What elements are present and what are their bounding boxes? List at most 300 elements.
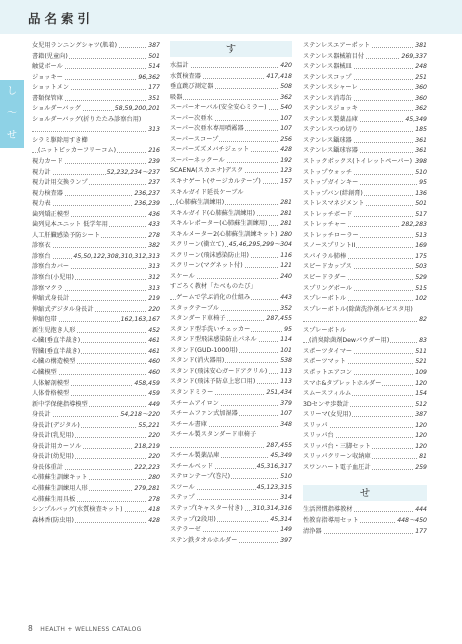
entry-page: 149 bbox=[279, 525, 292, 536]
index-entry bbox=[303, 421, 427, 432]
index-entry bbox=[303, 262, 427, 273]
index-entry bbox=[170, 399, 292, 410]
entry-page: 280 bbox=[279, 230, 292, 241]
index-entry bbox=[303, 83, 427, 94]
index-entry bbox=[303, 389, 427, 400]
index-entry bbox=[170, 525, 292, 536]
index-entry bbox=[32, 136, 160, 147]
entry-page: 287,455 bbox=[265, 314, 292, 325]
index-entry bbox=[303, 231, 427, 242]
entry-page: 154 bbox=[414, 389, 427, 400]
index-entry bbox=[303, 284, 427, 295]
index-entry bbox=[32, 231, 160, 242]
entry-page: 281 bbox=[279, 209, 292, 220]
index-entry bbox=[32, 178, 160, 189]
index-entry bbox=[170, 335, 292, 346]
entry-name: 視力検査器 bbox=[32, 189, 64, 200]
entry-page: 444 bbox=[414, 505, 427, 516]
entry-name: 生活習慣指導教材 bbox=[303, 505, 354, 516]
index-entry bbox=[170, 388, 292, 399]
entry-name: 診察台 bbox=[32, 252, 52, 263]
entry-name: 診察マクラ bbox=[32, 284, 64, 295]
index-entry bbox=[170, 441, 292, 452]
index-entry bbox=[32, 52, 160, 63]
entry-page: 515 bbox=[414, 284, 427, 295]
index-entry bbox=[32, 94, 160, 105]
entry-page: 113 bbox=[279, 367, 292, 378]
index-entry bbox=[170, 472, 292, 483]
index-column-1 bbox=[32, 41, 160, 526]
footer bbox=[28, 624, 142, 633]
index-entry bbox=[303, 357, 427, 368]
entry-name: 歯列見本ユニット 低学年用 bbox=[32, 220, 109, 231]
entry-page: 387 bbox=[414, 410, 427, 421]
side-tab-kana-start: し bbox=[7, 86, 17, 97]
index-entry bbox=[32, 305, 160, 316]
entry-page: 54,218〜220 bbox=[119, 410, 160, 421]
index-entry bbox=[170, 293, 292, 304]
entry-name: 3Dセンサ歩数計 bbox=[303, 400, 350, 411]
index-entry bbox=[32, 210, 160, 221]
index-entry bbox=[170, 177, 292, 188]
entry-name: スーパー次亜水専用噴霧器 bbox=[170, 124, 245, 135]
entry-name: スプリングボール bbox=[303, 284, 353, 295]
entry-page: 282,283 bbox=[400, 220, 427, 231]
entry-name: 心肺蘇生訓練キット bbox=[32, 473, 89, 484]
side-tab bbox=[0, 80, 24, 148]
index-entry bbox=[32, 262, 160, 273]
entry-page: 449 bbox=[147, 400, 160, 411]
entry-name: ストレッチローラー bbox=[303, 231, 360, 242]
entry-name: 診察台(小児用) bbox=[32, 273, 75, 284]
entry-page: 45,46,295,299〜304 bbox=[228, 240, 292, 251]
entry-name: 心肺蘇生訓練用人形 bbox=[32, 484, 89, 495]
entry-page: 216 bbox=[147, 146, 160, 157]
entry-name: 性教育指導用セット bbox=[303, 516, 360, 527]
index-entry bbox=[32, 315, 160, 326]
entry-name: スチール書庫 bbox=[170, 420, 208, 431]
entry-page: 220 bbox=[147, 305, 160, 316]
index-entry bbox=[170, 409, 292, 420]
entry-name: 清浄器 bbox=[303, 527, 323, 538]
index-entry bbox=[32, 495, 160, 506]
entry-name: スムースフィルム bbox=[303, 389, 352, 400]
entry-name: スチール製薬品庫 bbox=[170, 451, 220, 462]
index-entry bbox=[32, 241, 160, 252]
index-entry bbox=[170, 198, 292, 209]
entry-name: スタンド(飛沫予防卓上窓口用) bbox=[170, 377, 256, 388]
entry-page: 360 bbox=[414, 94, 427, 105]
index-entry bbox=[303, 410, 427, 421]
entry-name: 診察台カバー bbox=[32, 262, 70, 273]
index-entry bbox=[170, 430, 292, 441]
entry-name: 書類保管庫 bbox=[32, 94, 64, 105]
entry-page: 248 bbox=[414, 62, 427, 73]
entry-name: スキルガイド(心肺蘇生訓練用) bbox=[170, 209, 256, 220]
entry-name: スタンドミラー bbox=[170, 388, 214, 399]
entry-page: 443 bbox=[279, 293, 292, 304]
index-column-3 bbox=[303, 41, 427, 537]
entry-page: 529 bbox=[414, 273, 427, 284]
entry-page: 222,223 bbox=[133, 463, 160, 474]
index-entry bbox=[303, 199, 427, 210]
section-heading: せ bbox=[303, 485, 427, 501]
index-entry bbox=[170, 314, 292, 325]
entry-page: 313 bbox=[147, 262, 160, 273]
entry-page: 313 bbox=[147, 284, 160, 295]
entry-page: 361 bbox=[414, 136, 427, 147]
entry-page: 501 bbox=[147, 52, 160, 63]
entry-page: 269,337 bbox=[400, 52, 427, 63]
entry-name: 視力計用交換ランプ bbox=[32, 178, 89, 189]
entry-name: 森林香(防虫用) bbox=[32, 516, 75, 527]
index-entry bbox=[170, 346, 292, 357]
entry-name: (消臭除菌剤Dewパウダー用) bbox=[309, 336, 390, 347]
index-entry bbox=[303, 294, 427, 305]
index-entry bbox=[32, 347, 160, 358]
entry-page: 436 bbox=[147, 210, 160, 221]
entry-name: ストップガインキー bbox=[303, 178, 359, 189]
entry-page: 52,232,234〜237 bbox=[106, 168, 160, 179]
index-entry bbox=[32, 189, 160, 200]
entry-name: ステンレス器械皿 bbox=[303, 62, 353, 73]
entry-name: (心肺蘇生訓練用) bbox=[176, 198, 225, 209]
index-entry bbox=[170, 124, 292, 135]
entry-page: 460 bbox=[147, 368, 160, 379]
entry-page: 175 bbox=[414, 252, 427, 263]
index-entry bbox=[32, 368, 160, 379]
entry-name: ステンレスエアーポット bbox=[303, 41, 371, 52]
index-entry bbox=[170, 156, 292, 167]
entry-name: シンプルバッグ(水質検査キット) bbox=[32, 505, 124, 516]
entry-page: 83 bbox=[418, 336, 427, 347]
entry-page: 512 bbox=[414, 400, 427, 411]
entry-page: 82 bbox=[418, 315, 427, 326]
entry-name: スタンド型飛沫感染防止パネル bbox=[170, 335, 258, 346]
entry-page: 236,237 bbox=[133, 189, 160, 200]
entry-name: スチールベッド bbox=[170, 462, 214, 473]
entry-page: 458,459 bbox=[133, 379, 160, 390]
index-entry bbox=[303, 315, 427, 326]
index-entry bbox=[303, 73, 427, 84]
entry-page: 177 bbox=[414, 527, 427, 538]
entry-name: スタンダード車椅子 bbox=[170, 314, 226, 325]
entry-page: 55,221 bbox=[137, 421, 160, 432]
entry-name: スマホ&タブレットホルダー bbox=[303, 379, 382, 390]
entry-name: ステラーゼ bbox=[170, 525, 202, 536]
entry-name: ショルダーバッグ(折りたたみ診察台用) bbox=[32, 115, 142, 126]
side-tab-kana-tilde: 〜 bbox=[7, 108, 17, 119]
entry-page: 107 bbox=[279, 409, 292, 420]
section-gap bbox=[303, 473, 427, 485]
index-entry bbox=[32, 284, 160, 295]
index-entry bbox=[32, 252, 160, 263]
entry-name: 触覚ボール bbox=[32, 62, 64, 73]
index-entry bbox=[32, 326, 160, 337]
entry-name: スリッパクリーン収納庫 bbox=[303, 452, 372, 463]
entry-name: スプレーボトル bbox=[303, 294, 347, 305]
entry-page: 279,281 bbox=[133, 484, 160, 495]
index-entry bbox=[303, 210, 427, 221]
entry-page: 120 bbox=[414, 379, 427, 390]
entry-name: 視力表 bbox=[32, 199, 52, 210]
index-entry bbox=[32, 199, 160, 210]
index-entry bbox=[170, 251, 292, 262]
index-entry bbox=[303, 305, 427, 316]
entry-page: 185 bbox=[414, 125, 427, 136]
index-entry bbox=[303, 146, 427, 157]
entry-page: 45,123,315 bbox=[256, 483, 292, 494]
entry-page: 312 bbox=[147, 273, 160, 284]
entry-name: 身長計(幼児用) bbox=[32, 452, 75, 463]
entry-name: 歯列矯正模型 bbox=[32, 210, 70, 221]
index-entry bbox=[32, 452, 160, 463]
entry-name: 新中学保健指導模型 bbox=[32, 400, 89, 411]
entry-page: 101 bbox=[279, 346, 292, 357]
entry-page: 428 bbox=[147, 516, 160, 527]
index-entry bbox=[170, 93, 292, 104]
entry-name: 身長体重計 bbox=[32, 463, 64, 474]
entry-name: 新生児抱き人形 bbox=[32, 326, 76, 337]
entry-page: 136 bbox=[414, 189, 427, 200]
entry-name: スキナゲート(サージカルテープ) bbox=[170, 177, 262, 188]
entry-page: 95 bbox=[283, 325, 292, 336]
entry-page: 521 bbox=[414, 357, 427, 368]
index-entry bbox=[303, 252, 427, 263]
index-entry bbox=[303, 94, 427, 105]
index-entry bbox=[32, 389, 160, 400]
entry-name: 腎臓(垂直半裁き) bbox=[32, 347, 81, 358]
entry-name: スタンド(飛沫安心ガードアクリル) bbox=[170, 367, 268, 378]
entry-page: 220 bbox=[147, 452, 160, 463]
index-entry bbox=[32, 400, 160, 411]
entry-name: ステンレスジョッキ bbox=[303, 104, 359, 115]
index-entry bbox=[303, 326, 427, 337]
entry-name: ステン鉄タオルホルダー bbox=[170, 536, 238, 547]
entry-page: 45,349 bbox=[404, 115, 427, 126]
index-entry bbox=[303, 368, 427, 379]
entry-page: 45,314 bbox=[269, 515, 292, 526]
entry-page: 433 bbox=[147, 220, 160, 231]
leader-dots bbox=[303, 321, 427, 322]
entry-name: スツール bbox=[170, 483, 196, 494]
index-column-2 bbox=[170, 41, 292, 546]
entry-name: 視力カード bbox=[32, 157, 64, 168]
index-entry bbox=[32, 220, 160, 231]
entry-name: ステロンテープ(巻尺) bbox=[170, 472, 231, 483]
entry-page: 501 bbox=[414, 199, 427, 210]
entry-name: スキルレポーター(心肺蘇生訓練用) bbox=[170, 219, 268, 230]
index-entry bbox=[170, 114, 292, 125]
entry-page: 240 bbox=[279, 272, 292, 283]
entry-name: スワンハート電子血圧計 bbox=[303, 463, 372, 474]
entry-page: 428 bbox=[279, 145, 292, 156]
entry-page: 460 bbox=[147, 357, 160, 368]
index-entry bbox=[303, 220, 427, 231]
index-entry bbox=[32, 41, 160, 52]
entry-page: 362 bbox=[279, 93, 292, 104]
entry-page: 503 bbox=[414, 262, 427, 273]
entry-page: 102 bbox=[414, 294, 427, 305]
entry-name: 身長計(乳児用) bbox=[32, 431, 75, 442]
entry-name: 水質検査器 bbox=[170, 72, 202, 83]
index-entry bbox=[303, 178, 427, 189]
entry-name: スクリーン(飛沫感染防止用) bbox=[170, 251, 250, 262]
entry-page: 120 bbox=[414, 421, 427, 432]
entry-page: 107 bbox=[279, 114, 292, 125]
entry-page: 114 bbox=[279, 335, 292, 346]
index-entry bbox=[32, 410, 160, 421]
entry-page: 398 bbox=[414, 157, 427, 168]
index-entry bbox=[32, 62, 160, 73]
entry-name: ステンレス消毒缶 bbox=[303, 94, 353, 105]
index-entry bbox=[170, 304, 292, 315]
index-entry bbox=[170, 325, 292, 336]
entry-page: 45,50,122,308,310,312,313 bbox=[72, 252, 160, 263]
entry-page: 81 bbox=[418, 452, 427, 463]
index-entry bbox=[32, 146, 160, 157]
index-entry bbox=[303, 431, 427, 442]
entry-page: 310,314,316 bbox=[252, 504, 292, 515]
entry-page: 192 bbox=[279, 156, 292, 167]
index-entry bbox=[32, 104, 160, 115]
index-entry bbox=[303, 241, 427, 252]
index-entry bbox=[170, 493, 292, 504]
entry-name: 身長計(デジタル) bbox=[32, 421, 81, 432]
index-entry bbox=[303, 400, 427, 411]
section-heading: す bbox=[170, 41, 292, 57]
index-entry bbox=[170, 145, 292, 156]
index-entry bbox=[170, 135, 292, 146]
entry-name: ステンレス器械箱目付 bbox=[303, 52, 365, 63]
entry-page: 256 bbox=[279, 135, 292, 146]
entry-name: スタンド(消火器用) bbox=[170, 356, 225, 367]
entry-page: 281 bbox=[279, 219, 292, 230]
entry-name: スポーツマット bbox=[303, 357, 347, 368]
entry-name: スリッパ台・三脚セット bbox=[303, 442, 372, 453]
index-entry bbox=[170, 82, 292, 93]
entry-page: 236,239 bbox=[133, 199, 160, 210]
entry-name: スチール製スタンダード車椅子 bbox=[170, 430, 257, 441]
entry-name: 伸縮式身長計 bbox=[32, 294, 70, 305]
index-entry bbox=[303, 463, 427, 474]
entry-name: 心臓模型 bbox=[32, 368, 58, 379]
entry-name: ゲームで学ぶ消化の仕組み bbox=[176, 293, 251, 304]
entry-page: 538 bbox=[279, 356, 292, 367]
entry-name: 人工肝臓感染予防シート bbox=[32, 231, 101, 242]
entry-page: 251,434 bbox=[265, 388, 292, 399]
index-entry bbox=[170, 72, 292, 83]
entry-name: すごろく教材「たべものたび」 bbox=[170, 282, 258, 293]
entry-name: スチームファン式加湿器 bbox=[170, 409, 239, 420]
entry-name: ストップウォッチ bbox=[303, 168, 353, 179]
index-entry bbox=[170, 420, 292, 431]
index-entry bbox=[303, 336, 427, 347]
entry-name: 伸縮式デジタル身長計 bbox=[32, 305, 95, 316]
index-entry bbox=[170, 166, 292, 177]
index-entry bbox=[170, 188, 292, 199]
entry-name: SCAENA(スカエナ)デスク bbox=[170, 166, 244, 177]
side-tab-kana-end: せ bbox=[7, 130, 17, 141]
entry-page: 58,59,200,201 bbox=[114, 104, 160, 115]
index-entry bbox=[32, 125, 160, 136]
entry-page: 278 bbox=[147, 495, 160, 506]
index-entry bbox=[32, 273, 160, 284]
entry-page: 381 bbox=[414, 41, 427, 52]
entry-name: スポーツタイマー bbox=[303, 347, 353, 358]
index-entry bbox=[303, 157, 427, 168]
index-entry bbox=[170, 230, 292, 241]
entry-name: スチームアイロン bbox=[170, 399, 220, 410]
index-entry bbox=[303, 442, 427, 453]
entry-page: 120 bbox=[414, 431, 427, 442]
entry-name: (ニットピッカーフリーコム) bbox=[38, 146, 117, 157]
index-entry bbox=[170, 504, 292, 515]
entry-name: ストックボックス(トイレットペーパー) bbox=[303, 157, 413, 168]
entry-page: 461 bbox=[147, 336, 160, 347]
entry-page: 361 bbox=[414, 146, 427, 157]
entry-name: 人体骨格模型 bbox=[32, 389, 70, 400]
index-entry bbox=[303, 115, 427, 126]
entry-page: 448〜450 bbox=[396, 516, 427, 527]
entry-name: 女児用ランニングシャツ(肌着) bbox=[32, 41, 118, 52]
page-title: 品名索引 bbox=[28, 11, 95, 26]
entry-name: スーパーズズメバチジェット bbox=[170, 145, 250, 156]
entry-name: スーパーネックール bbox=[170, 156, 226, 167]
entry-name: 身長計 bbox=[32, 410, 52, 421]
entry-page: 387 bbox=[147, 41, 160, 52]
index-entry bbox=[32, 157, 160, 168]
entry-page: 220 bbox=[147, 431, 160, 442]
entry-name: スプレーボトル bbox=[303, 326, 347, 337]
entry-page: 116 bbox=[279, 251, 292, 262]
index-entry bbox=[32, 83, 160, 94]
entry-name: ステンレス製薬品庫 bbox=[303, 115, 359, 126]
index-entry bbox=[170, 515, 292, 526]
index-entry bbox=[170, 219, 292, 230]
index-entry bbox=[303, 379, 427, 390]
entry-name: スキルメーター2(心肺蘇生訓練キット) bbox=[170, 230, 278, 241]
entry-page: 239 bbox=[147, 157, 160, 168]
entry-name: スリッパ台 bbox=[303, 431, 335, 442]
entry-page: 259 bbox=[414, 463, 427, 474]
index-entry bbox=[303, 136, 427, 147]
entry-name: ステンレスコップ bbox=[303, 73, 353, 84]
entry-name: ジョッキー bbox=[32, 73, 64, 84]
index-entry bbox=[170, 536, 292, 547]
entry-name: ステンレスシャーレ bbox=[303, 83, 359, 94]
entry-name: スクリーン(衝立て) bbox=[170, 240, 225, 251]
entry-page: 107 bbox=[279, 124, 292, 135]
entry-name: スタックテーブル bbox=[170, 304, 220, 315]
entry-page: 397 bbox=[279, 536, 292, 547]
entry-name: ショットメン bbox=[32, 83, 70, 94]
entry-page: 177 bbox=[147, 83, 160, 94]
entry-page: 417,418 bbox=[265, 72, 292, 83]
leader-dots bbox=[170, 99, 292, 100]
index-entry bbox=[32, 115, 160, 126]
index-entry bbox=[170, 282, 292, 293]
entry-name: スポットエアコン bbox=[303, 368, 353, 379]
entry-name: ステンレス鑷球容器 bbox=[303, 146, 359, 157]
index-entry bbox=[32, 379, 160, 390]
entry-page: 278 bbox=[147, 231, 160, 242]
index-entry bbox=[32, 336, 160, 347]
page-number: 8 bbox=[28, 624, 34, 633]
entry-page: 461 bbox=[147, 347, 160, 358]
entry-page: 314 bbox=[279, 493, 292, 504]
entry-page: 511 bbox=[414, 347, 427, 358]
